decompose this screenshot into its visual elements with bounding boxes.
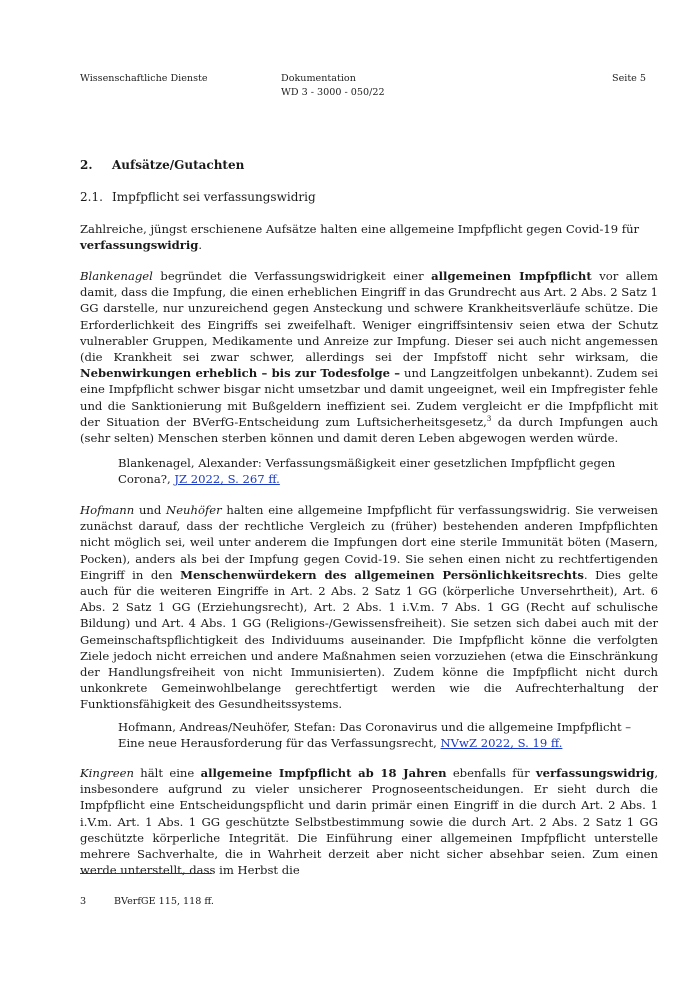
footnote-divider <box>80 873 212 874</box>
hofmann-source-link[interactable]: NVwZ 2022, S. 19 ff. <box>440 736 563 751</box>
section-number: 2. <box>80 158 93 172</box>
hofmann-citation: Hofmann, Andreas/Neuhöfer, Stefan: Das Coronavirus und die allgemeine Impfpflicht – Eine neue Herausforderung für das Verfassungsrecht, NVwZ 2022, S. 19 ff. <box>118 720 632 751</box>
footnote-text: BVerfGE 115, 118 ff. <box>114 896 214 907</box>
footnote-number: 3 <box>80 896 87 907</box>
blankenagel-citation: Blankenagel, Alexander: Verfassungsmäßigkeit einer gesetzlichen Impfpflicht gegen Corona?, JZ 2022, S. 267 ff. <box>118 456 616 487</box>
subsection-number: 2.1. <box>80 190 103 204</box>
blankenagel-source-link[interactable]: JZ 2022, S. 267 ff. <box>174 472 280 487</box>
subsection-title: Impfpflicht sei verfassungswidrig <box>112 190 316 204</box>
section-title: Aufsätze/Gutachten <box>112 158 245 172</box>
header-page-number: Seite 5 <box>612 73 647 84</box>
hofmann-paragraph: Hofmann und Neuhöfer halten eine allgemeine Impfpflicht für verfassungswidrig. Sie verweisen zunächst darauf, dass der rechtliche Vergleich zu (früher) bestehenden anderen Impfpflichten nicht möglich sei, weil unter anderem die Impfungen dort eine sterile Immunität böten (Masern, Pocken), anders als bei der Impfung gegen Covid-19. Sie sehen einen nicht zu rechtfertigenden Eingriff in den Menschenwürdekern des allgemeinen Persönlichkeitsrechts. Dies gelte auch für die weiteren Eingriffe in Art. 2 Abs. 2 Satz 1 GG (körperliche Unversehrtheit), Art. 6 Abs. 2 Satz 1 GG (Erziehungsrecht), Art. 2 Abs. 1 i.V.m. 7 Abs. 1 GG (Recht auf schulische Bildung) und Art. 4 Abs. 1 GG (Religions-/Gewissensfreiheit). Sie setzen sich dabei auch mit der Gemeinschaftspflichtigkeit des Individuums auseinander. Die Impfpflicht könne die verfolgten Ziele jedoch nicht erreichen und andere Maßnahmen seien vorzuziehen (etwa die Einschränkung der Handlungsfreiheit von nicht Immunisierten). Zudem könne die Impfpflicht nicht durch unkonkrete Gemeinwohlbelange gerechtfertigt werden wie die Aufrechterhaltung der Funktionsfähigkeit des Gesundheitssystems. <box>80 503 659 712</box>
blankenagel-paragraph: Blankenagel begründet die Verfassungswidrigkeit einer allgemeinen Impfpflicht vor allem damit, dass die Impfung, die einen erheblichen Eingriff in das Grundrecht aus Art. 2 Abs. 2 Satz 1 GG darstelle, nur unzureichend gegen Ansteckung und schwere Krankheitsverläufe schütze. Die Erforderlichkeit des Eingriffs sei zweifelhaft. Weniger eingriffsintensiv seien etwa der Schutz vulnerabler Gruppen, Medikamente und Anreize zur Impfung. Dieser sei auch nicht angemessen (die Krankheit sei zwar schwer, allerdings sei der Impfstoff nicht sehr wirksam, die Nebenwirkungen erheblich – bis zur Todesfolge – und Langzeitfolgen unbekannt). Zudem sei eine Impfpflicht schwer bisgar nicht umsetzbar und damit ungeeignet, weil ein Impfregister fehle und die Sanktionierung mit Bußgeldern ineffizient sei. Zudem vergleicht er die Impfpflicht mit der Situation der BVerfG-Entscheidung zum Luftsicherheitsgesetz,$^3$ da durch Impfungen auch (sehr selten) Menschen sterben können und damit deren Leben abgewogen werden würde. <box>80 269 658 446</box>
footnote-ref: 3 <box>486 414 492 423</box>
header-organization: Wissenschaftliche Dienste <box>80 73 208 84</box>
section-heading <box>80 158 244 172</box>
footnote <box>80 896 214 907</box>
intro-paragraph: Zahlreiche, jüngst erschienene Aufsätze halten eine allgemeine Impfpflicht gegen Covid-19 für verfassungswidrig. <box>80 222 640 253</box>
header-document-info <box>281 72 385 100</box>
header-doc-id: WD 3 - 3000 - 050/22 <box>281 87 385 98</box>
kingreen-paragraph: Kingreen hält eine allgemeine Impfpflicht ab 18 Jahren ebenfalls für verfassungswidrig, insbesondere aufgrund zu vieler unsicherer Prognoseentscheidungen. Er sieht durch die Impfpflicht eine Entscheidungspflicht und darin primär einen Eingriff in die durch Art. 2 Abs. 1 i.V.m. Art. 1 Abs. 1 GG geschützte Selbstbestimmung sowie die durch Art. 2 Abs. 2 Satz 1 GG geschützte körperliche Integrität. Die Einführung einer allgemeinen Impfpflicht unterstelle mehrere Sachverhalte, die in Wahrheit derzeit aber nicht sicher absehbar seien. Zum einen werde unterstellt, dass im Herbst die <box>80 766 658 878</box>
subsection-heading <box>80 190 316 204</box>
header-doc-type: Dokumentation <box>281 73 356 84</box>
